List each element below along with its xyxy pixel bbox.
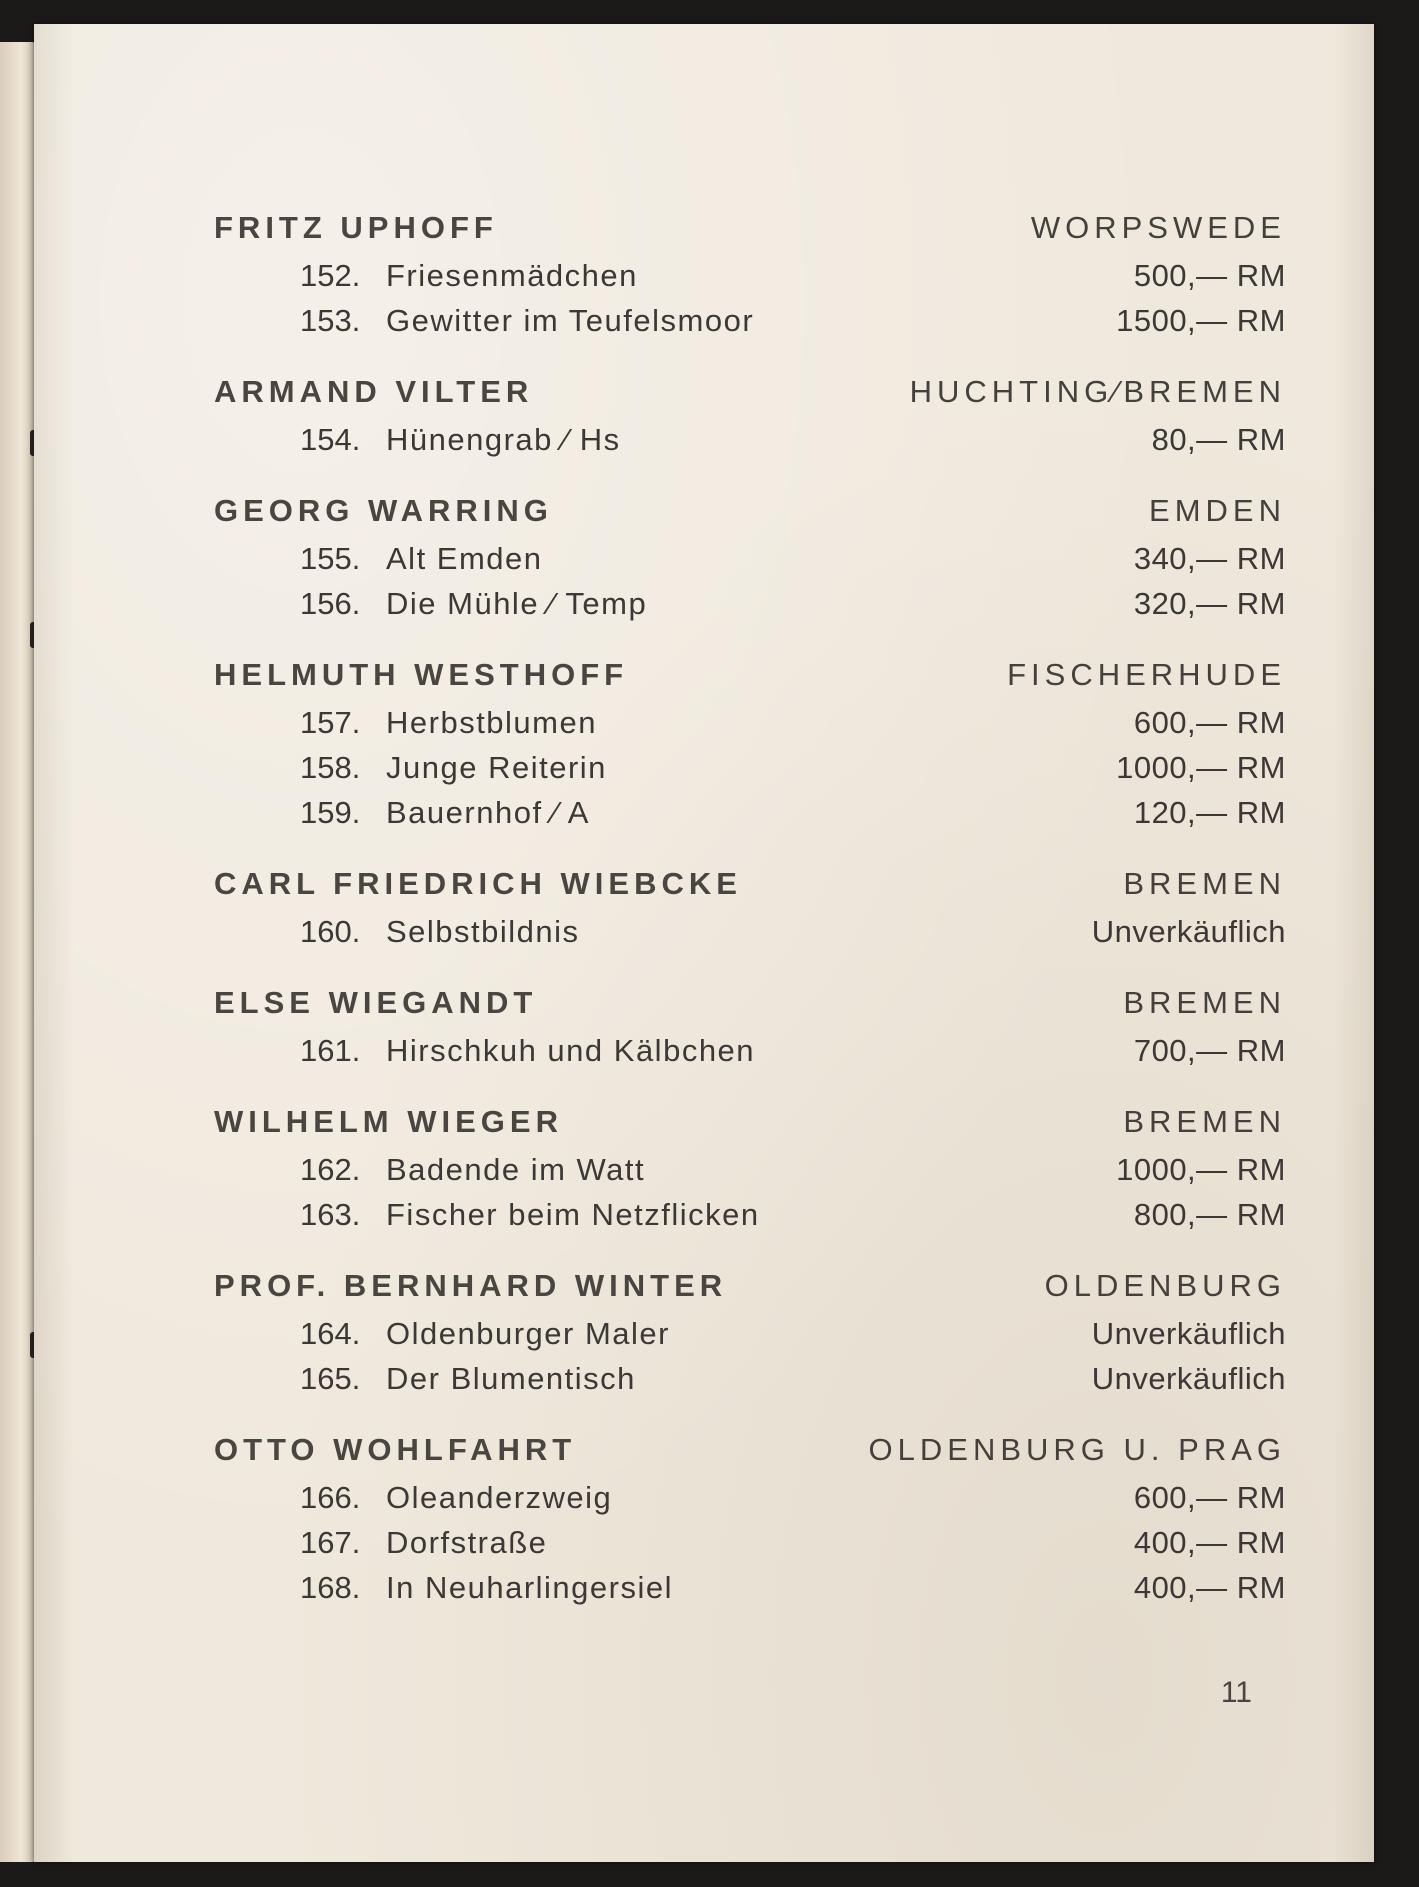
work-item [214, 1197, 1286, 1242]
artist-header [214, 985, 1286, 1033]
work-item [214, 1152, 1286, 1197]
artist-header [214, 1104, 1286, 1152]
artist-city: BREMEN [1123, 1104, 1286, 1139]
work-number: 152. [300, 258, 361, 293]
work-item [214, 541, 1286, 586]
artist-entry [214, 1104, 1286, 1242]
work-label [214, 422, 621, 458]
work-price: 340,— RM [1133, 541, 1286, 576]
work-number: 156. [300, 586, 361, 621]
work-price: Unverkäuflich [1091, 1361, 1286, 1396]
work-item [214, 303, 1286, 348]
artist-name: PROF. BERNHARD WINTER [214, 1268, 728, 1303]
work-price: 1000,— RM [1116, 1152, 1286, 1187]
work-number: 165. [300, 1361, 361, 1396]
work-item [214, 422, 1286, 467]
work-title: Gewitter im Teufelsmoor [386, 303, 755, 338]
work-price: 800,— RM [1133, 1197, 1286, 1232]
artist-city: EMDEN [1149, 493, 1286, 528]
work-label [214, 1316, 670, 1352]
work-title: Die Mühle ⁄ Temp [386, 586, 648, 621]
page-number: 11 [1220, 1676, 1252, 1709]
work-item [214, 795, 1286, 840]
work-title: Oldenburger Maler [386, 1316, 670, 1351]
artist-header [214, 1268, 1286, 1316]
artist-entry [214, 210, 1286, 348]
work-number: 160. [300, 914, 361, 949]
artist-city: WORPSWEDE [1030, 210, 1286, 245]
work-label [214, 750, 607, 786]
work-number: 164. [300, 1316, 361, 1351]
work-number: 161. [300, 1033, 361, 1068]
artist-header [214, 210, 1286, 258]
artist-header [214, 1432, 1286, 1480]
work-label [214, 1197, 760, 1233]
work-label [214, 586, 647, 622]
work-label [214, 1480, 612, 1516]
work-label [214, 258, 638, 294]
work-label [214, 541, 543, 577]
work-number: 166. [300, 1480, 361, 1515]
work-item [214, 1316, 1286, 1361]
work-price: 600,— RM [1133, 1480, 1286, 1515]
work-label [214, 1525, 547, 1561]
work-price: 500,— RM [1133, 258, 1286, 293]
artist-city: HUCHTING⁄BREMEN [909, 374, 1286, 409]
work-price: 1500,— RM [1116, 303, 1286, 338]
artist-entry [214, 866, 1286, 959]
work-title: Bauernhof ⁄ A [386, 795, 590, 830]
work-label [214, 705, 597, 741]
artist-header [214, 493, 1286, 541]
work-number: 153. [300, 303, 361, 338]
artist-city: FISCHERHUDE [1007, 657, 1286, 692]
artist-name: HELMUTH WESTHOFF [214, 657, 629, 692]
work-title: Dorfstraße [386, 1525, 548, 1560]
work-label [214, 1152, 645, 1188]
work-label [214, 1361, 636, 1397]
catalog-page [34, 24, 1374, 1862]
work-item [214, 586, 1286, 631]
work-price: 600,— RM [1133, 705, 1286, 740]
work-price: Unverkäuflich [1091, 914, 1286, 949]
work-label [214, 1570, 673, 1606]
artist-name: OTTO WOHLFAHRT [214, 1432, 577, 1467]
work-price: 80,— RM [1151, 422, 1286, 457]
artist-header [214, 866, 1286, 914]
artist-header [214, 374, 1286, 422]
artist-entry [214, 657, 1286, 840]
work-number: 155. [300, 541, 361, 576]
work-title: Alt Emden [386, 541, 543, 576]
artist-name: WILHELM WIEGER [214, 1104, 563, 1139]
work-title: Junge Reiterin [386, 750, 607, 785]
work-label [214, 795, 590, 831]
artist-city: OLDENBURG [1044, 1268, 1286, 1303]
work-title: Oleanderzweig [386, 1480, 613, 1515]
artist-entry [214, 985, 1286, 1078]
work-label [214, 303, 754, 339]
artist-name: GEORG WARRING [214, 493, 553, 528]
artist-name: CARL FRIEDRICH WIEBCKE [214, 866, 742, 901]
work-number: 162. [300, 1152, 361, 1187]
artist-city: OLDENBURG U. PRAG [868, 1432, 1286, 1467]
work-title: Badende im Watt [386, 1152, 646, 1187]
work-number: 163. [300, 1197, 361, 1232]
artist-entry [214, 493, 1286, 631]
artist-header [214, 657, 1286, 705]
work-price: 120,— RM [1133, 795, 1286, 830]
work-number: 168. [300, 1570, 361, 1605]
work-item [214, 1361, 1286, 1406]
work-item [214, 1480, 1286, 1525]
work-price: Unverkäuflich [1091, 1316, 1286, 1351]
work-number: 154. [300, 422, 361, 457]
work-price: 320,— RM [1133, 586, 1286, 621]
artist-city: BREMEN [1123, 985, 1286, 1020]
work-number: 159. [300, 795, 361, 830]
work-item [214, 1570, 1286, 1615]
work-label [214, 1033, 755, 1069]
work-label [214, 914, 580, 950]
work-title: In Neuharlingersiel [386, 1570, 673, 1605]
work-item [214, 258, 1286, 303]
work-item [214, 1033, 1286, 1078]
work-price: 1000,— RM [1116, 750, 1286, 785]
work-price: 400,— RM [1133, 1570, 1286, 1605]
work-title: Hünengrab ⁄ Hs [386, 422, 621, 457]
work-price: 400,— RM [1133, 1525, 1286, 1560]
work-item [214, 1525, 1286, 1570]
artist-name: FRITZ UPHOFF [214, 210, 498, 245]
work-title: Selbstbildnis [386, 914, 580, 949]
artist-name: ELSE WIEGANDT [214, 985, 538, 1020]
work-number: 157. [300, 705, 361, 740]
artist-entry [214, 1432, 1286, 1615]
artist-list [214, 210, 1286, 1641]
artist-entry [214, 374, 1286, 467]
artist-city: BREMEN [1123, 866, 1286, 901]
work-item [214, 750, 1286, 795]
work-number: 158. [300, 750, 361, 785]
work-item [214, 914, 1286, 959]
work-title: Herbstblumen [386, 705, 597, 740]
artist-name: ARMAND VILTER [214, 374, 534, 409]
work-price: 700,— RM [1133, 1033, 1286, 1068]
work-title: Der Blumentisch [386, 1361, 636, 1396]
work-number: 167. [300, 1525, 361, 1560]
left-page-edge [0, 42, 36, 1862]
work-title: Friesenmädchen [386, 258, 638, 293]
work-title: Fischer beim Netzflicken [386, 1197, 760, 1232]
work-item [214, 705, 1286, 750]
artist-entry [214, 1268, 1286, 1406]
work-title: Hirschkuh und Kälbchen [386, 1033, 756, 1068]
